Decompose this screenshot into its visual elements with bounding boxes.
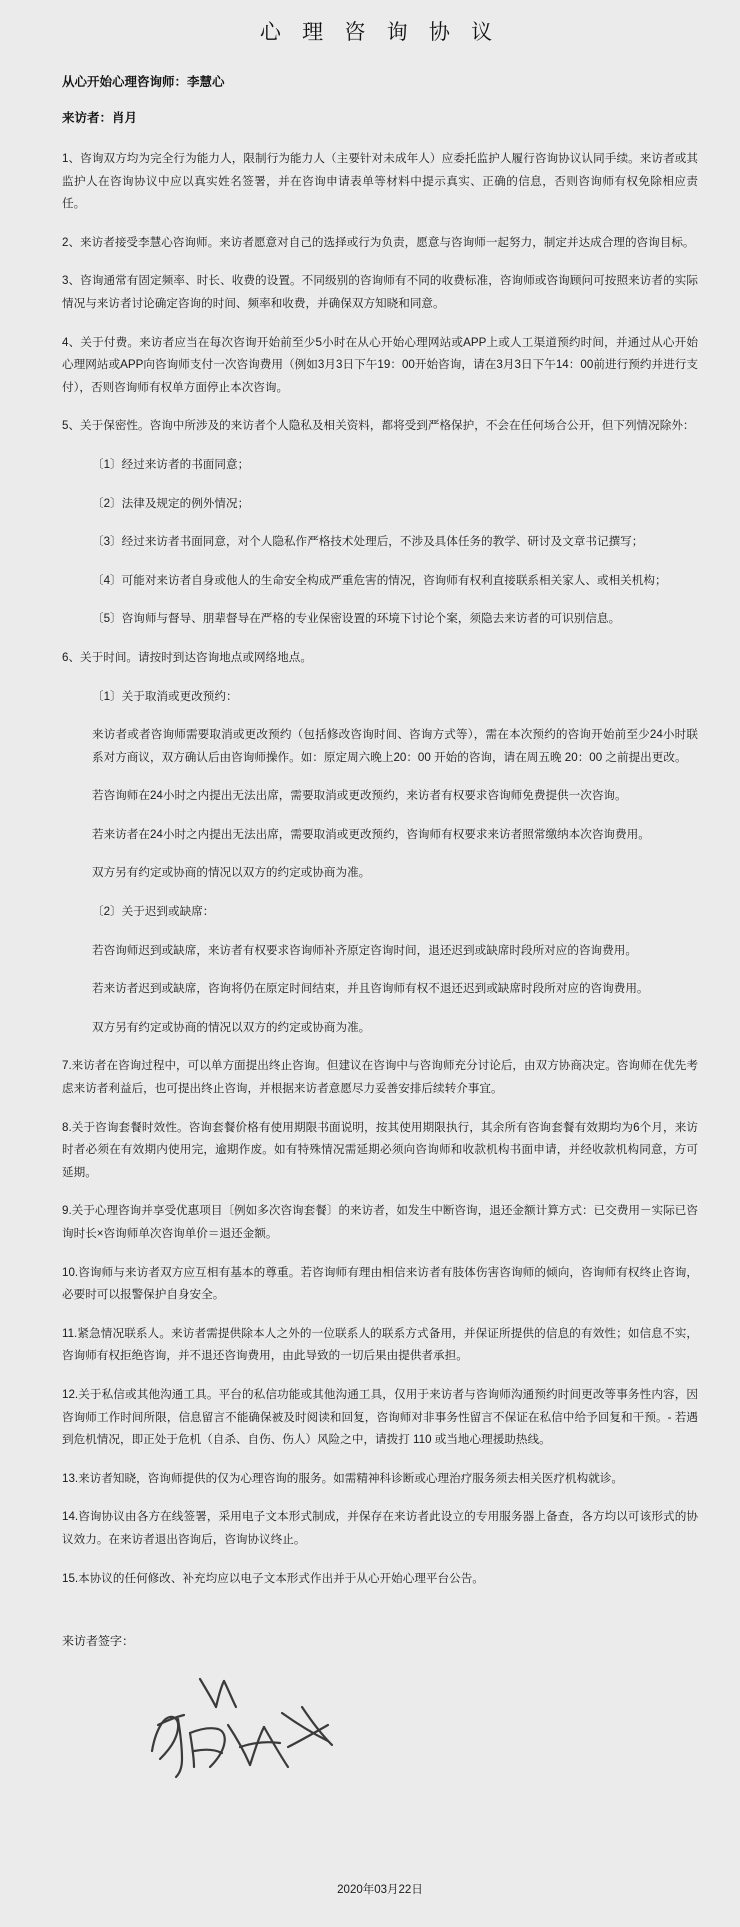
counselor-line: 从心开始心理咨询师：李慧心: [62, 75, 225, 89]
clause-6-item-2-title: 〔2〕关于迟到或缺席：: [92, 905, 215, 919]
clause-6-agreement-note-1: 双方另有约定或协商的情况以双方的约定或协商为准。: [92, 866, 371, 880]
clause-1: 1、咨询双方均为完全行为能力人，限制行为能力人（主要针对未成年人）应委托监护人履行咨询协议认同手续。来访者或其监护人在咨询协议中应以真实姓名签署，并在咨询申请表单等材料中提示真实、正确的信息，否则咨询师有权免除相应责任。: [62, 152, 698, 211]
clause-6-counselor-late: 若咨询师迟到或缺席，来访者有权要求咨询师补齐原定咨询时间，退还迟到或缺席时段所对应的咨询费用。: [92, 943, 637, 957]
clause-6-item-1-body: 来访者或者咨询师需要取消或更改预约（包括修改咨询时间、咨询方式等），需在本次预约的咨询开始前至少24小时联系对方商议，双方确认后由咨询师操作。如：原定周六晚上20：00 开始的咨询，请在周五晚 20：00 之前提出更改。: [92, 728, 698, 764]
signature-label: 来访者签字：: [62, 1634, 135, 1649]
clause-4: 4、关于付费。来访者应当在每次咨询开始前至少5小时在从心开始心理网站或APP上或人工渠道预约时间，并通过从心开始心理网站或APP向咨询师支付一次咨询费用（例如3月3日下午19：00开始咨询，请在3月3日下午14：00前进行预约并进行支付），否则咨询师有权单方面停止本次咨询。: [62, 335, 698, 394]
signature-canvas[interactable]: [92, 1649, 698, 1819]
clause-6-agreement-note-2: 双方另有约定或协商的情况以双方的约定或协商为准。: [92, 1020, 371, 1034]
clause-5-item-1: 〔1〕经过来访者的书面同意；: [92, 457, 250, 471]
clause-13: 13.来访者知晓，咨询师提供的仅为心理咨询的服务。如需精神科诊断或心理治疗服务须去相关医疗机构就诊。: [62, 1471, 624, 1485]
page-title: 心 理 咨 询 协 议: [259, 20, 501, 44]
clause-6-client-late: 若来访者迟到或缺席，咨询将仍在原定时间结束，并且咨询师有权不退还迟到或缺席时段所对应的咨询费用。: [92, 982, 649, 996]
clause-10: 10.咨询师与来访者双方应互相有基本的尊重。若咨询师有理由相信来访者有肢体伤害咨询师的倾向，咨询师有权终止咨询，必要时可以报警保护自身安全。: [62, 1265, 698, 1302]
clause-5-item-2: 〔2〕法律及规定的例外情况；: [92, 496, 250, 510]
clause-6-item-1-title: 〔1〕关于取消或更改预约：: [92, 689, 238, 703]
clause-11: 11.紧急情况联系人。来访者需提供除本人之外的一位联系人的联系方式备用，并保证所提供的信息的有效性；如信息不实，咨询师有权拒绝咨询，并不退还咨询费用，由此导致的一切后果由提供者承担。: [62, 1326, 698, 1363]
clause-6: 6、关于时间。请按时到达咨询地点或网络地点。: [62, 650, 312, 664]
clause-6-client-cancel: 若来访者在24小时之内提出无法出席，需要取消或更改预约，咨询师有权要求来访者照常缴纳本次咨询费用。: [92, 827, 650, 841]
clause-7: 7.来访者在咨询过程中，可以单方面提出终止咨询。但建议在咨询中与咨询师充分讨论后，由双方协商决定。咨询师在优先考虑来访者利益后，也可提出终止咨询，并根据来访者意愿尽力妥善安排后续转介事宜。: [62, 1059, 698, 1096]
handwritten-signature-icon: [132, 1655, 392, 1805]
signature-date: 2020年03月22日: [337, 1884, 423, 1897]
clause-15: 15.本协议的任何修改、补充均应以电子文本形式作出并于从心开始心理平台公告。: [62, 1571, 484, 1585]
clause-5-item-4: 〔4〕可能对来访者自身或他人的生命安全构成严重危害的情况，咨询师有权利直接联系相关家人、或相关机构；: [92, 573, 667, 587]
client-line: 来访者：肖月: [62, 111, 138, 125]
clause-9: 9.关于心理咨询并享受优惠项目〔例如多次咨询套餐〕的来访者，如发生中断咨询，退还金额计算方式：已交费用－实际已咨询时长×咨询师单次咨询单价＝退还金额。: [62, 1204, 698, 1240]
clause-3: 3、咨询通常有固定频率、时长、收费的设置。不同级别的咨询师有不同的收费标准，咨询师或咨询顾问可按照来访者的实际情况与来访者讨论确定咨询的时间、频率和收费，并确保双方知晓和同意。: [62, 274, 698, 310]
clause-2: 2、来访者接受李慧心咨询师。来访者愿意对自己的选择或行为负责，愿意与咨询师一起努力，制定并达成合理的咨询目标。: [62, 235, 695, 249]
clause-14: 14.咨询协议由各方在线签署，采用电子文本形式制成，并保存在来访者此设立的专用服务器上备查，各方均以可该形式的协议效力。在来访者退出咨询后，咨询协议终止。: [62, 1510, 698, 1546]
clause-5: 5、关于保密性。咨询中所涉及的来访者个人隐私及相关资料，都将受到严格保护，不会在任何场合公开，但下列情况除外：: [62, 419, 695, 433]
bottom-spacer: [62, 1819, 698, 1845]
clause-5-item-3: 〔3〕经过来访者书面同意，对个人隐私作严格技术处理后，不涉及具体任务的教学、研讨及文章书记撰写；: [92, 535, 644, 549]
clause-6-counselor-cancel: 若咨询师在24小时之内提出无法出席，需要取消或更改预约，来访者有权要求咨询师免费提供一次咨询。: [92, 789, 627, 803]
clause-8: 8.关于咨询套餐时效性。咨询套餐价格有使用期限书面说明，按其使用期限执行，其余所有咨询套餐有效期均为6个月，来访时者必须在有效期内使用完，逾期作废。如有特殊情况需延期必须向咨询师和收款机构书面申请，并经收款机构同意，方可延期。: [62, 1120, 698, 1179]
clause-12: 12.关于私信或其他沟通工具。平台的私信功能或其他沟通工具，仅用于来访者与咨询师沟通预约时间更改等事务性内容，因咨询师工作时间所限，信息留言不能确保被及时阅读和回复，咨询师对非事务性留言不保证在私信中给予回复和干预。- 若遇到危机情况，即正处于危机（自杀、自伤、伤人）风险之中，请拨打 110 或当地心理援助热线。: [62, 1387, 698, 1447]
clause-5-item-5: 〔5〕咨询师与督导、朋辈督导在严格的专业保密设置的环境下讨论个案，须隐去来访者的可识别信息。: [92, 612, 621, 626]
